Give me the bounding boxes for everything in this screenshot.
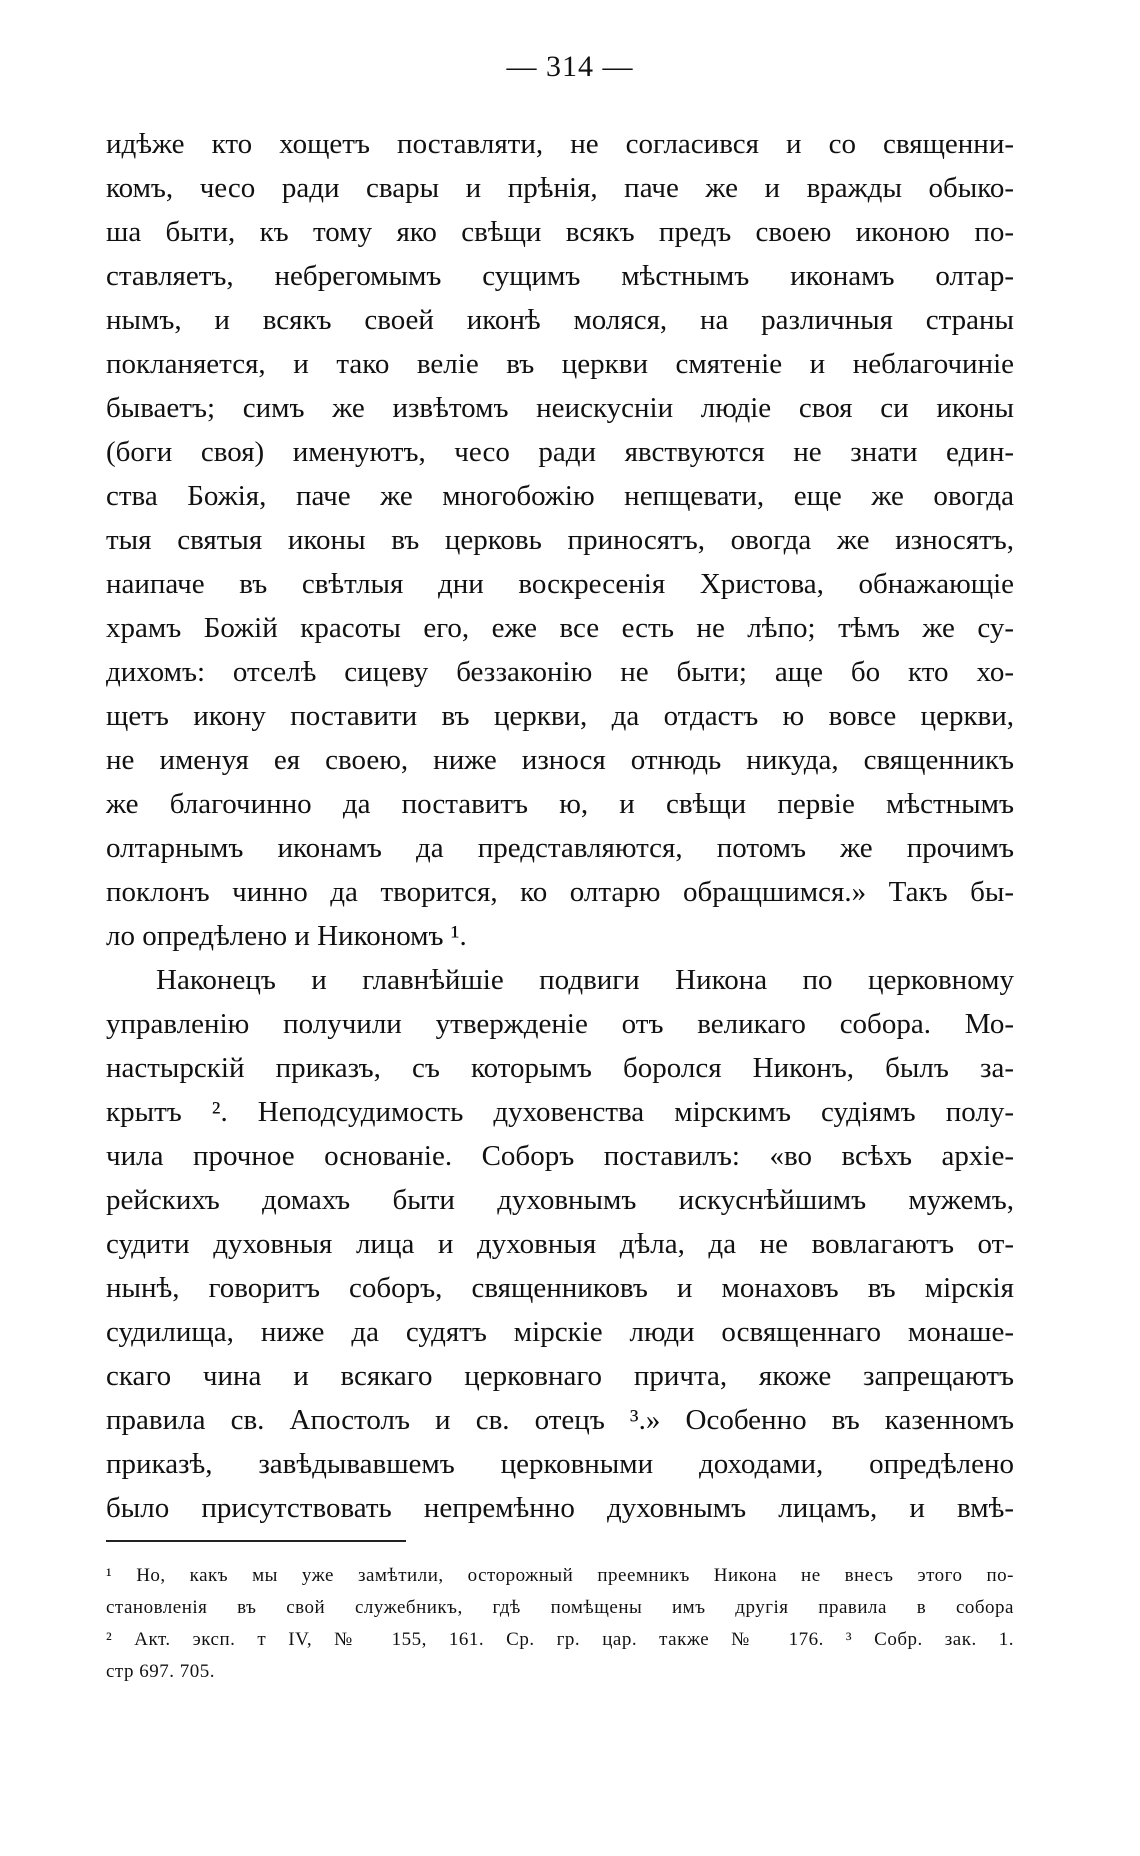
text-line: управленію получили утвержденіе отъ великаго собора. Мо- (106, 1008, 1014, 1040)
text-line: судилища, ниже да судятъ мірскіе люди освященнаго монаше- (106, 1316, 1014, 1348)
paragraph-start-line: Наконецъ и главнѣйшіе подвиги Никона по церковному (156, 964, 1014, 996)
footnote-line: стр 697. 705. (106, 1661, 215, 1682)
text-line: щетъ икону поставити въ церкви, да отдастъ ю вовсе церкви, (106, 700, 1014, 732)
text-line: приказѣ, завѣдывавшемъ церковными доходами, опредѣлено (106, 1448, 1014, 1480)
text-line: ло опредѣлено и Никономъ ¹. (106, 920, 467, 952)
text-line: было присутствовать непремѣнно духовнымъ лицамъ, и вмѣ- (106, 1492, 1014, 1524)
text-line: ства Божія, паче же многобожію непщевати, еще же овогда (106, 480, 1014, 512)
text-line: (боги своя) именуютъ, чесо ради явствуются не знати един- (106, 436, 1014, 468)
text-line: ша быти, къ тому яко свѣщи всякъ предъ своею иконою по- (106, 216, 1014, 248)
footnote-line: ² Акт. эксп. т IV, № 155, 161. Ср. гр. цар. также № 176. ³ Собр. зак. 1. (106, 1629, 1014, 1650)
text-line: нынѣ, говоритъ соборъ, священниковъ и монаховъ въ мірскія (106, 1272, 1014, 1304)
text-line: же благочинно да поставитъ ю, и свѣщи первіе мѣстнымъ (106, 788, 1014, 820)
text-line: поклонъ чинно да творится, ко олтарю обращшимся.» Такъ бы- (106, 876, 1014, 908)
footnote-divider (106, 1540, 406, 1542)
footnote-line: ¹ Но, какъ мы уже замѣтили, осторожный преемникъ Никона не внесъ этого по- (106, 1565, 1014, 1586)
text-line: чила прочное основаніе. Соборъ поставилъ: «во всѣхъ архіе- (106, 1140, 1014, 1172)
text-line: скаго чина и всякаго церковнаго причта, якоже запрещаютъ (106, 1360, 1014, 1392)
main-text (106, 122, 1014, 1530)
text-line: олтарнымъ иконамъ да представляются, потомъ же прочимъ (106, 832, 1014, 864)
text-line: ставляетъ, небрегомымъ сущимъ мѣстнымъ иконамъ олтар- (106, 260, 1014, 292)
text-line: не именуя ея своею, ниже износя отнюдь никуда, священникъ (106, 744, 1014, 776)
text-line: комъ, чесо ради свары и прѣнія, паче же и вражды обыко- (106, 172, 1014, 204)
text-line: крытъ ². Неподсудимость духовенства мірскимъ судіямъ полу- (106, 1096, 1014, 1128)
text-line: судити духовныя лица и духовныя дѣла, да не вовлагаютъ от- (106, 1228, 1014, 1260)
text-line: бываетъ; симъ же извѣтомъ неискусніи людіе своя си иконы (106, 392, 1014, 424)
text-line: настырскій приказъ, съ которымъ боролся Никонъ, былъ за- (106, 1052, 1014, 1084)
page-number: — 314 — (506, 50, 634, 83)
text-line: тыя святыя иконы въ церковь приносятъ, овогда же износятъ, (106, 524, 1014, 556)
text-line: нымъ, и всякъ своей иконѣ моляся, на различныя страны (106, 304, 1014, 336)
text-line: наипаче въ свѣтлыя дни воскресенія Христова, обнажающіе (106, 568, 1014, 600)
footnotes (106, 1560, 1014, 1688)
text-line: рейскихъ домахъ быти духовнымъ искуснѣйшимъ мужемъ, (106, 1184, 1014, 1216)
text-line: идѣже кто хощетъ поставляти, не согласився и со священни- (106, 128, 1014, 160)
text-line: дихомъ: отселѣ сицеву беззаконію не быти; аще бо кто хо- (106, 656, 1014, 688)
text-line: храмъ Божій красоты его, еже все есть не лѣпо; тѣмъ же су- (106, 612, 1014, 644)
text-line: покланяется, и тако веліе въ церкви смятеніе и неблагочиніе (106, 348, 1014, 380)
text-line: правила св. Апостолъ и св. отецъ ³.» Особенно въ казенномъ (106, 1404, 1014, 1436)
footnote-line: становленія въ свой служебникъ, гдѣ помѣщены имъ другія правила в собора (106, 1597, 1014, 1618)
